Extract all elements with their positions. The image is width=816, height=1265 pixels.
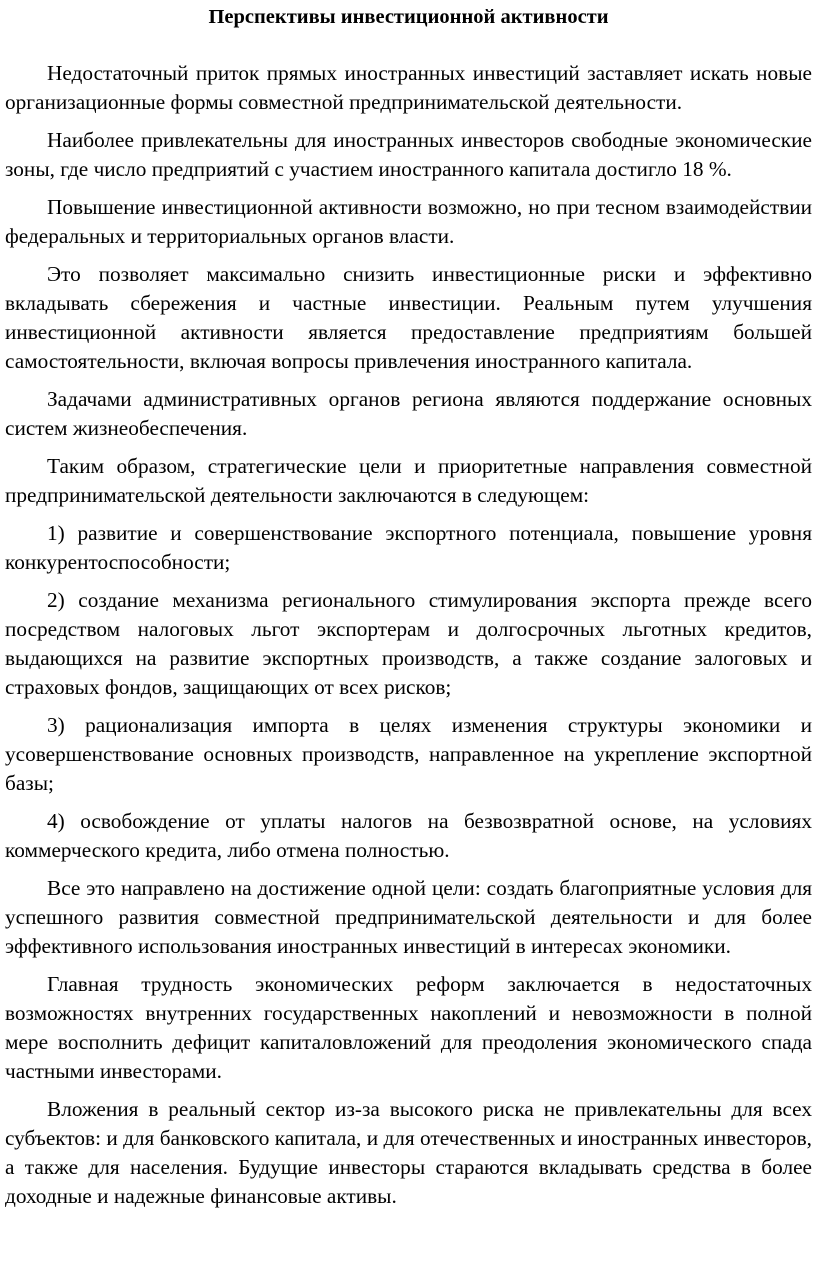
list-item-2: 2) создание механизма регионального стимулирования экспорта прежде всего посредством налоговых льгот экспортерам и долгосрочных льготных кредитов, выдающихся на развитие экспортных производств, а также создание залоговых и страховых фондов, защищающих от всех рисков; — [5, 588, 812, 699]
paragraph-government-interaction: Повышение инвестиционной активности возможно, но при тесном взаимодействии федеральных и территориальных органов власти. — [5, 195, 812, 248]
list-item-3: 3) рационализация импорта в целях изменения структуры экономики и усовершенствование основных производств, направленное на укрепление экспортной базы; — [5, 713, 812, 795]
list-item-1: 1) развитие и совершенствование экспортного потенциала, повышение уровня конкурентоспособности; — [5, 521, 812, 574]
paragraph-risk-reduction: Это позволяет максимально снизить инвестиционные риски и эффективно вкладывать сбережения и частные инвестиции. Реальным путем улучшения инвестиционной активности является предоставление предприятиям большей самостоятельности, включая вопросы привлечения иностранного капитала. — [5, 262, 812, 373]
document-title: Перспективы инвестиционной активности — [208, 6, 609, 28]
paragraph-investment-risk: Вложения в реальный сектор из-за высокого риска не привлекательны для всех субъектов: и для банковского капитала, и для отечественных и иностранных инвесторов, а также для населения. Будущие инвесторы стараются вкладывать средства в более доходные и надежные финансовые активы. — [5, 1097, 812, 1208]
list-item-4: 4) освобождение от уплаты налогов на безвозвратной основе, на условиях коммерческого кредита, либо отмена полностью. — [5, 809, 812, 862]
paragraph-intro: Недостаточный приток прямых иностранных инвестиций заставляет искать новые организационные формы совместной предпринимательской деятельности. — [5, 61, 812, 114]
paragraph-common-goal: Все это направлено на достижение одной цели: создать благоприятные условия для успешного развития совместной предпринимательской деятельности и для более эффективного использования иностранных инвестиций в интересах экономики. — [5, 876, 812, 958]
paragraph-regional-tasks: Задачами административных органов региона являются поддержание основных систем жизнеобеспечения. — [5, 387, 812, 440]
paragraph-free-economic-zones: Наиболее привлекательны для иностранных инвесторов свободные экономические зоны, где число предприятий с участием иностранного капитала достигло 18 %. — [5, 128, 812, 181]
paragraph-main-difficulty: Главная трудность экономических реформ заключается в недостаточных возможностях внутренних государственных накоплений и невозможности в полной мере восполнить дефицит капиталовложений для преодоления экономического спада частными инвесторами. — [5, 972, 812, 1083]
paragraph-strategic-goals: Таким образом, стратегические цели и приоритетные направления совместной предпринимательской деятельности заключаются в следующем: — [5, 454, 812, 507]
